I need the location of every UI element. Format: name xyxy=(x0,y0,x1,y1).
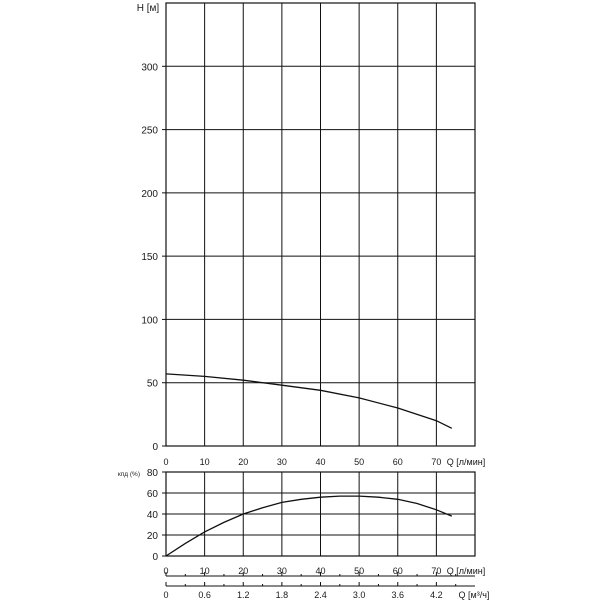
flow-lpm-tick-label: 70 xyxy=(431,566,442,576)
efficiency-chart xyxy=(162,472,475,556)
flow-lpm-tick-label: 60 xyxy=(392,566,403,576)
head-y-tick-label: 50 xyxy=(146,378,158,390)
head-y-tick-label: 0 xyxy=(152,442,158,453)
head-y-tick-label: 100 xyxy=(141,315,158,327)
flow-lpm-axis-label: Q [л/мин] xyxy=(446,566,486,576)
flow-m3h-tick-label: 4.2 xyxy=(430,590,443,600)
flow-m3h-tick-label: 3.0 xyxy=(352,590,366,600)
head-y-tick-label: 250 xyxy=(141,125,158,137)
flow-m3h-tick-label: 0 xyxy=(163,590,169,600)
head-x-tick-label: 30 xyxy=(276,457,287,467)
eff-y-tick-label: 60 xyxy=(146,489,158,500)
eff-y-tick-label: 40 xyxy=(146,510,158,521)
flow-lpm-tick-label: 0 xyxy=(163,566,169,576)
head-y-tick-label: 200 xyxy=(141,188,158,200)
eff-y-tick-label: 80 xyxy=(146,468,158,479)
flow-m3h-tick-label: 1.8 xyxy=(275,590,289,600)
flow-m3h-tick-label: 2.4 xyxy=(314,590,327,600)
head-y-tick-label: 150 xyxy=(141,252,158,264)
head-x-tick-label: 10 xyxy=(199,457,210,467)
eff-y-tick-label: 20 xyxy=(146,531,158,542)
head-y-tick-label: 300 xyxy=(141,62,158,74)
head-x-tick-label: 40 xyxy=(315,457,326,467)
head-x-axis-label: Q [л/мин] xyxy=(446,457,486,467)
eff-y-tick-label: 0 xyxy=(152,552,158,563)
head-y-axis-label: H [м] xyxy=(136,3,160,14)
head-chart xyxy=(162,3,475,446)
head-x-tick-label: 60 xyxy=(392,457,403,467)
flow-m3h-axis-label: Q [м³/ч] xyxy=(458,590,490,600)
flow-lpm-tick-label: 20 xyxy=(238,566,249,576)
flow-lpm-tick-label: 10 xyxy=(199,566,210,576)
efficiency-curve xyxy=(166,496,452,556)
head-x-tick-label: 50 xyxy=(354,457,365,467)
flow-lpm-tick-label: 30 xyxy=(276,566,287,576)
head-x-tick-label: 20 xyxy=(238,457,249,467)
flow-lpm-tick-label: 40 xyxy=(315,566,326,576)
flow-lpm-tick-label: 50 xyxy=(354,566,365,576)
flow-m3h-tick-label: 1.2 xyxy=(236,590,250,600)
head-x-tick-label: 0 xyxy=(163,457,169,467)
flow-m3h-tick-label: 0.6 xyxy=(198,590,211,600)
eff-y-axis-label: кпд (%) xyxy=(117,471,140,478)
flow-m3h-tick-label: 3.6 xyxy=(391,590,405,600)
head-x-tick-label: 70 xyxy=(431,457,442,467)
head-curve xyxy=(166,374,452,428)
